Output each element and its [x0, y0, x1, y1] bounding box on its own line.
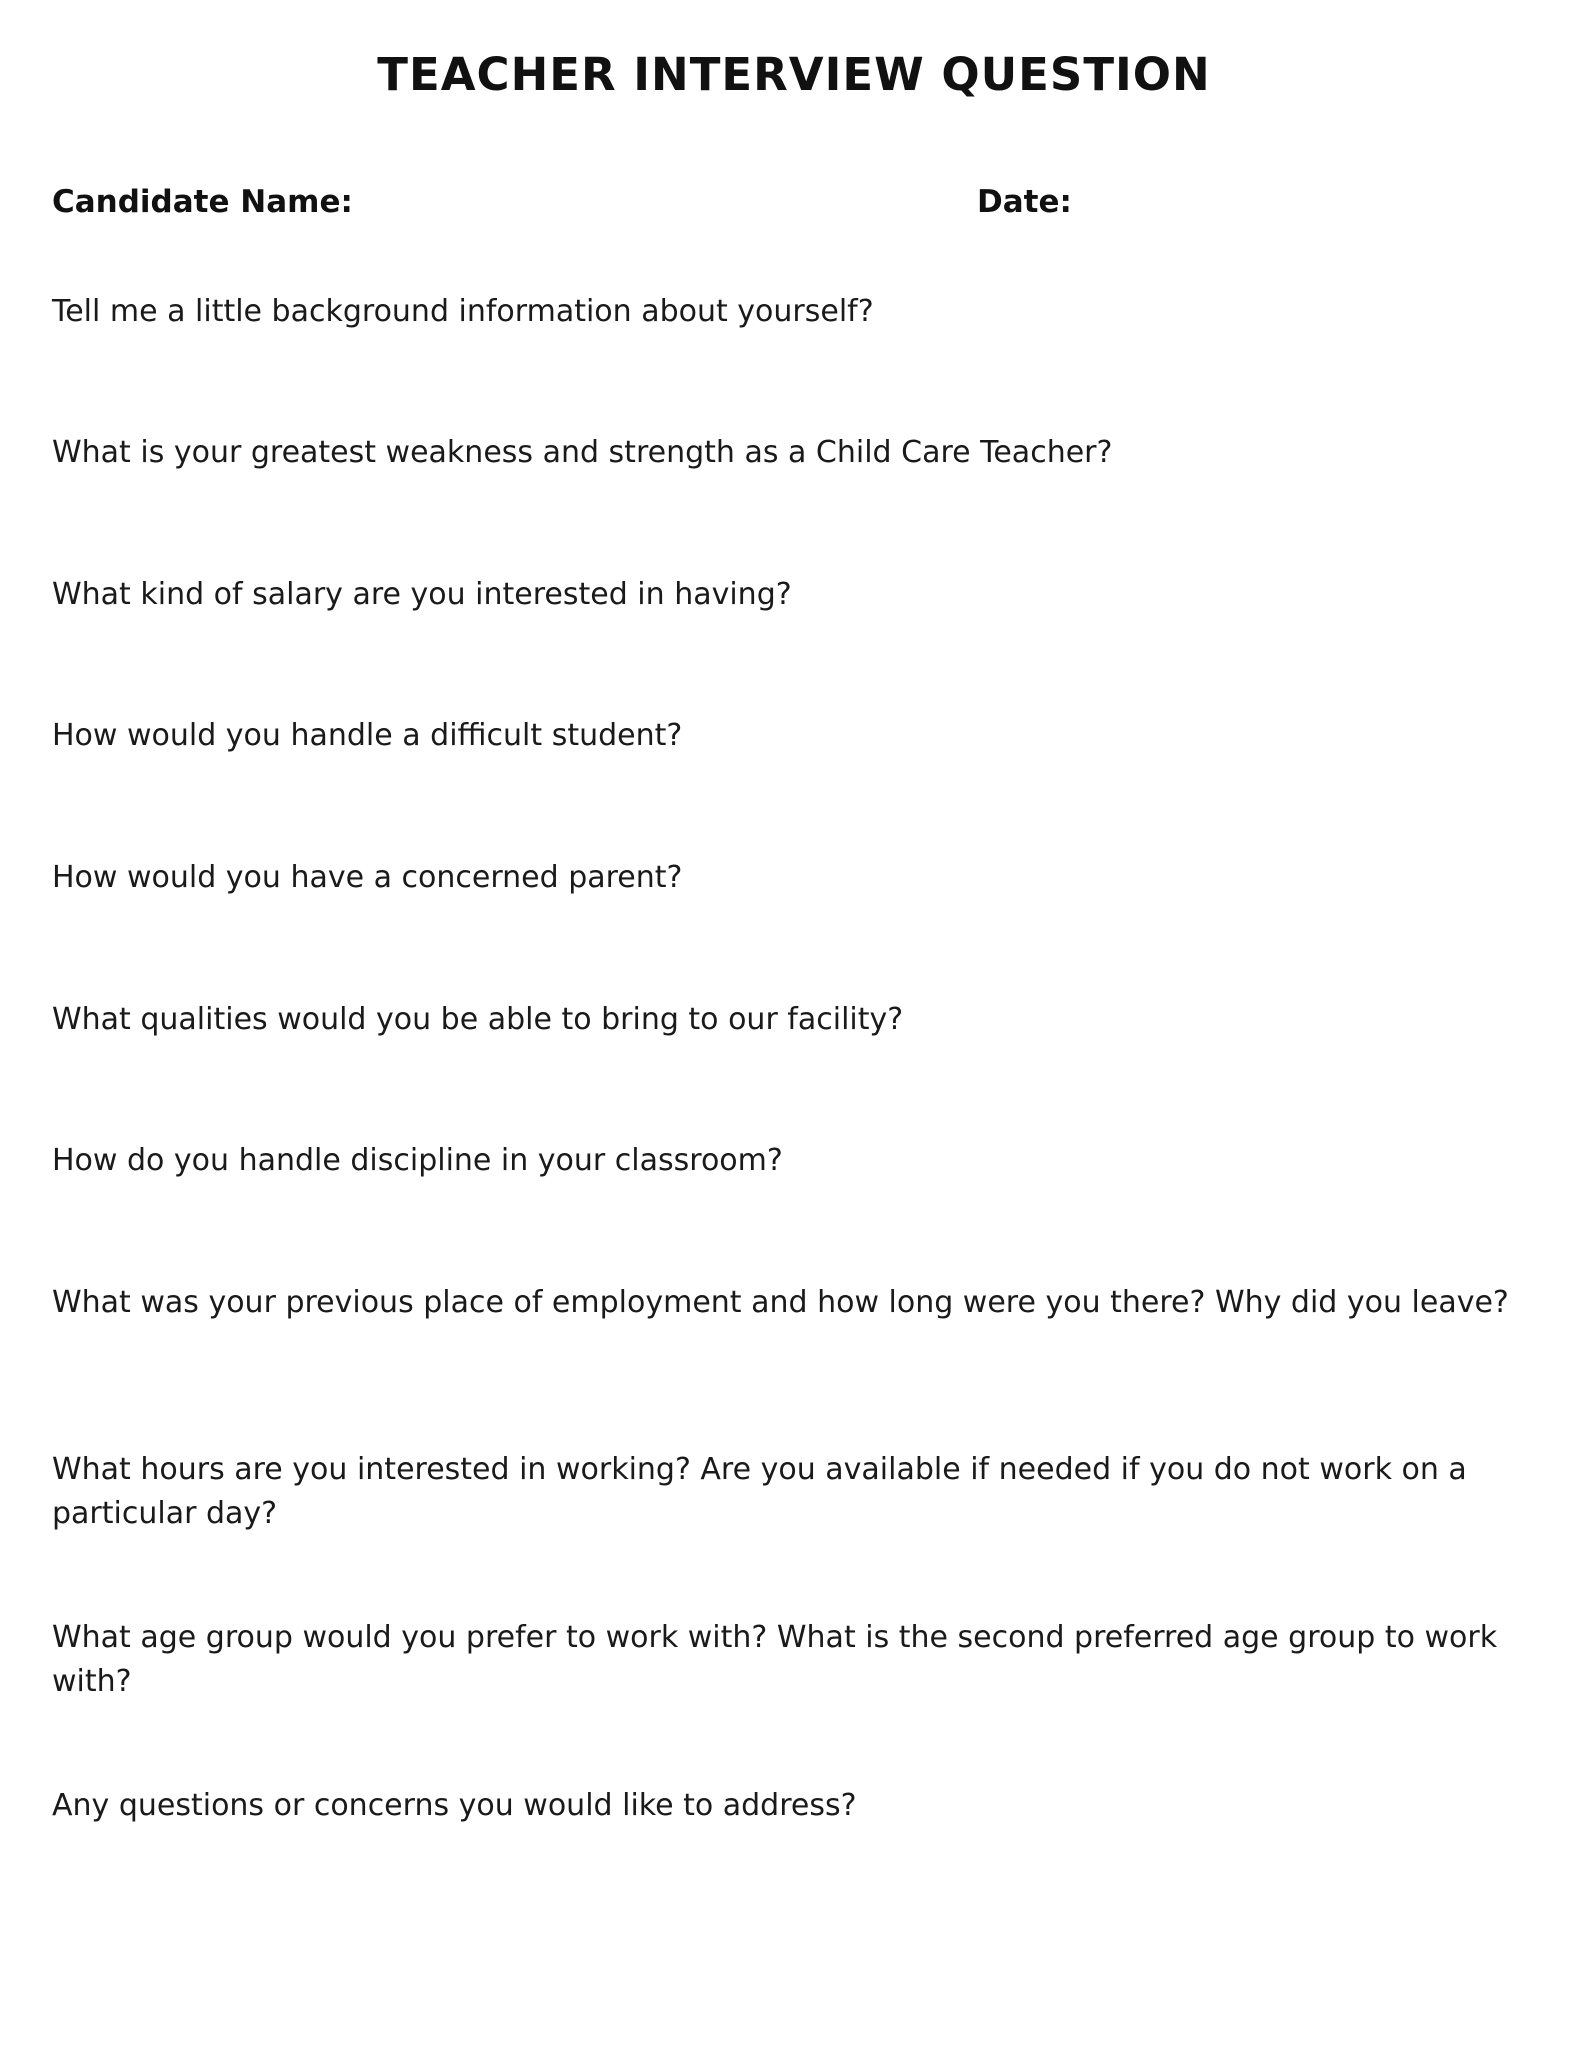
- question-7: How do you handle discipline in your classroom?: [52, 1143, 783, 1178]
- question-6: What qualities would you be able to bring to our facility?: [52, 1002, 904, 1037]
- question-1: Tell me a little background information about yourself?: [52, 294, 874, 329]
- question-2: What is your greatest weakness and strength as a Child Care Teacher?: [52, 435, 1113, 470]
- question-10: What age group would you prefer to work with? What is the second preferred age group to work with?: [52, 1620, 1498, 1699]
- question-4: How would you handle a difficult student?: [52, 718, 683, 753]
- question-9: What hours are you interested in working? Are you available if needed if you do not work on a particular day?: [52, 1452, 1467, 1531]
- page-title: TEACHER INTERVIEW QUESTION: [377, 48, 1211, 101]
- date-label: Date:: [977, 184, 1072, 220]
- candidate-name-label: Candidate Name:: [52, 184, 353, 220]
- question-11: Any questions or concerns you would like to address?: [52, 1788, 857, 1823]
- question-3: What kind of salary are you interested in having?: [52, 577, 792, 612]
- question-5: How would you have a concerned parent?: [52, 860, 683, 895]
- question-8: What was your previous place of employment and how long were you there? Why did you leave?: [52, 1285, 1509, 1320]
